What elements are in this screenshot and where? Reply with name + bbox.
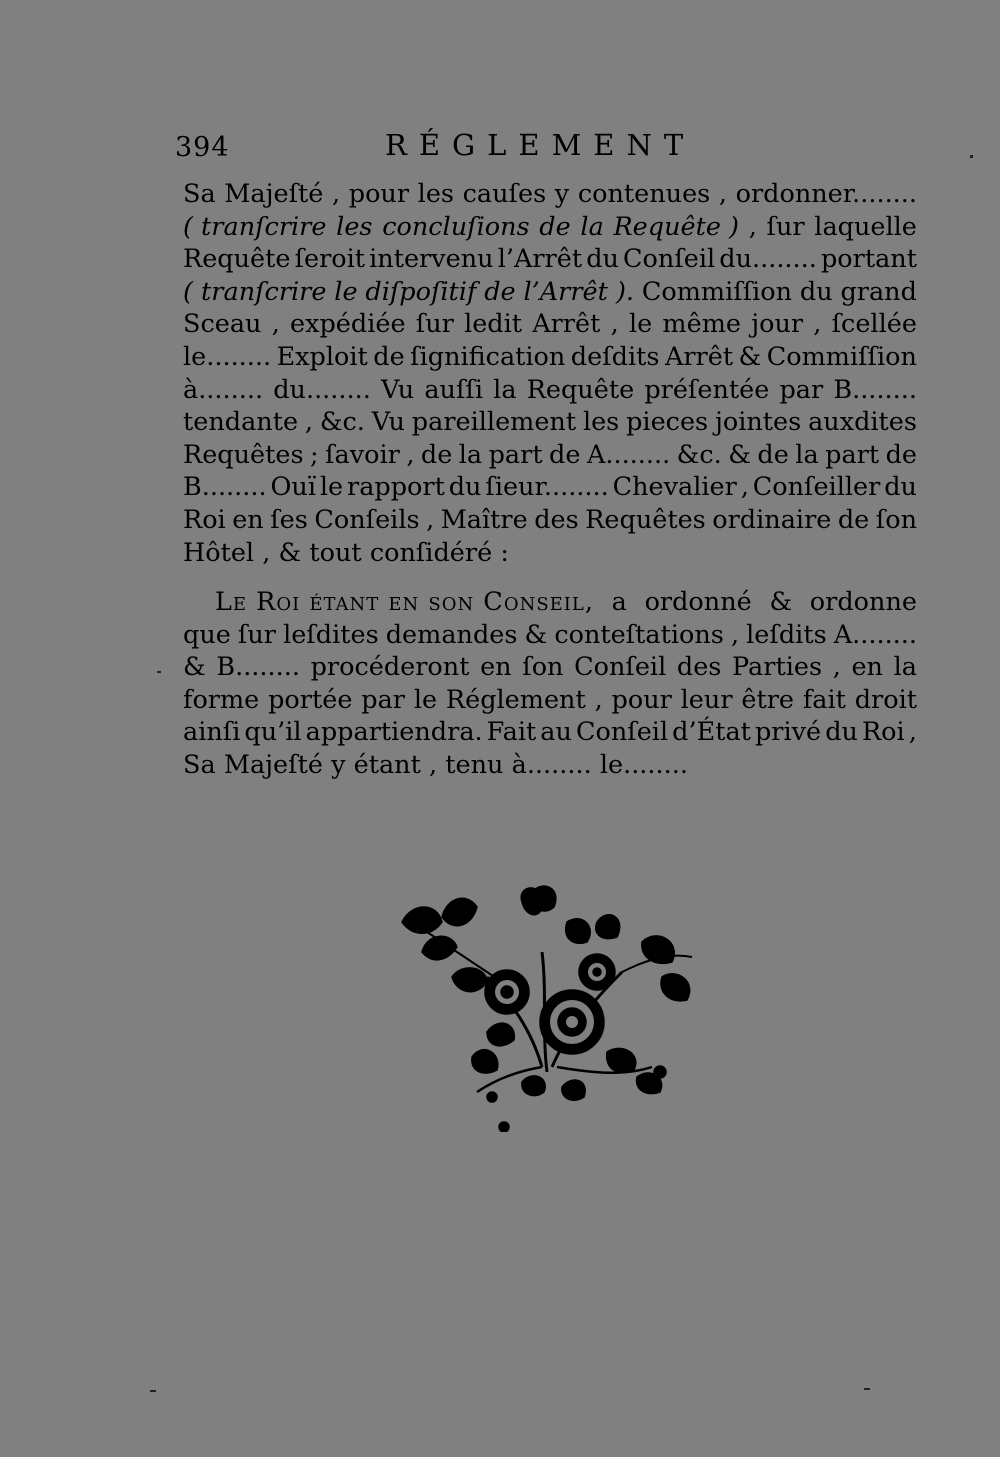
word: l’Arrêt [497, 244, 583, 275]
word: , [594, 684, 603, 715]
word: ( tranſcrire [183, 211, 327, 242]
word: Commiſſion [766, 341, 917, 372]
word: qu’il [244, 717, 302, 748]
word: Commiſſion [641, 276, 793, 307]
word: leur [680, 684, 733, 715]
word: du........ [719, 244, 817, 275]
word: les [417, 179, 455, 209]
word: diſpoſitif [365, 276, 477, 307]
word: Vu [380, 374, 415, 405]
word: &c. [676, 439, 722, 470]
word: deſdits [570, 341, 660, 372]
word: par [779, 374, 824, 405]
word: cauſes [462, 179, 547, 209]
word: Fait [486, 717, 537, 748]
word: forme [183, 684, 260, 715]
decree-lead: Le Roi étant en son Conseil, [215, 587, 594, 617]
word: du [586, 244, 619, 275]
word: & [524, 619, 548, 650]
word: ſon [522, 652, 564, 683]
paper-speck [157, 671, 161, 673]
word: Conſeil [575, 717, 669, 748]
text-line [183, 243, 917, 276]
word: ſur [237, 619, 276, 650]
paper-speck [864, 1388, 870, 1390]
word: droit [854, 684, 917, 715]
word: jour [751, 309, 804, 340]
word: a [611, 587, 627, 617]
word: pour [348, 179, 410, 209]
word: Arrêt [664, 341, 734, 372]
word: à........ [183, 374, 264, 405]
word: Requête ) [613, 211, 740, 242]
word: , [429, 749, 438, 780]
word: B........ [183, 472, 267, 503]
word: du [825, 717, 858, 748]
word: Requête [183, 244, 291, 275]
word: ordonne [809, 587, 917, 617]
word: la [580, 211, 604, 242]
word: y [554, 179, 570, 209]
word: de [549, 439, 581, 470]
word: ordinaire [712, 504, 832, 535]
word: du [799, 276, 833, 307]
word: Hôtel [183, 537, 255, 568]
word: conteſtations [554, 619, 724, 650]
word: au [540, 717, 572, 748]
word: être [741, 684, 794, 715]
word: : [500, 537, 509, 568]
word: Réglement [445, 684, 586, 715]
word: , [271, 309, 280, 340]
word: Requête [526, 374, 635, 405]
paper-speck [970, 155, 973, 158]
word: Vu [371, 407, 405, 438]
word: , [406, 439, 415, 470]
word: fait [802, 684, 846, 715]
word: de [757, 439, 789, 470]
word: des [676, 652, 722, 683]
word: l’Arrêt ). [523, 276, 635, 307]
word: &c. [319, 407, 365, 438]
word: , [748, 211, 757, 242]
text-line [183, 374, 917, 407]
word: de [837, 504, 870, 535]
word: ordonner........ [735, 179, 917, 209]
word: & [278, 537, 302, 568]
text-line [183, 504, 917, 537]
word: la [458, 439, 483, 470]
word: Conſeils [314, 504, 420, 535]
word: Maître [440, 504, 528, 535]
word: en [851, 652, 883, 683]
word: les [582, 407, 620, 438]
word: la [893, 652, 917, 683]
word: tout [309, 537, 362, 568]
word: tendante [183, 407, 299, 438]
word: , [304, 407, 313, 438]
word: A........ [833, 619, 917, 650]
word: ſeroit [294, 244, 366, 275]
text-line [183, 439, 917, 472]
word: ledit [464, 309, 523, 340]
word: Roi [183, 504, 226, 535]
word: le [413, 684, 438, 715]
word: Roi [861, 717, 905, 748]
word: pareillement [411, 407, 577, 438]
word: du [884, 472, 917, 503]
word: le [628, 309, 653, 340]
word: ſes [270, 504, 308, 535]
word: la [493, 374, 517, 405]
word: , [332, 179, 341, 209]
word: Conſeiller [752, 472, 881, 503]
word: , [426, 504, 435, 535]
word: de [539, 211, 571, 242]
word: , [610, 309, 619, 340]
word: concluſions [382, 211, 530, 242]
word: jointes [714, 407, 802, 438]
word: portée [268, 684, 353, 715]
word: auſſi [424, 374, 484, 405]
word: , [262, 537, 271, 568]
page-number: 394 [175, 132, 230, 163]
word: & [769, 587, 793, 617]
word: leſdites [283, 619, 379, 650]
word: du........ [273, 374, 371, 405]
word: portant [820, 244, 917, 275]
word: les [336, 211, 373, 242]
floral-vignette-icon [392, 882, 707, 1132]
word: préſentée [644, 374, 770, 405]
word: ſcellée [831, 309, 917, 340]
word: pieces [626, 407, 709, 438]
page-header [175, 128, 915, 168]
text-line [183, 651, 917, 684]
word: ſur [415, 309, 454, 340]
word: le [334, 276, 358, 307]
word: ſon [875, 504, 917, 535]
word: expédiée [290, 309, 406, 340]
word: contenues [577, 179, 711, 209]
word: B........ [833, 374, 917, 405]
word: Conſeil [623, 244, 716, 275]
word: tenu [445, 749, 504, 780]
text-line [183, 276, 917, 309]
paragraph-preamble [183, 178, 917, 569]
word: , [740, 472, 749, 503]
word: même [662, 309, 741, 340]
word: Sa [183, 179, 216, 209]
word: en [480, 652, 512, 683]
word: d’État [672, 717, 751, 748]
word: de [420, 439, 453, 470]
word: Ouï [270, 472, 316, 503]
word: que [183, 619, 231, 650]
word: Exploit [276, 341, 368, 372]
word: ſur [766, 211, 805, 242]
word: par [361, 684, 405, 715]
text-line [183, 684, 917, 717]
word: ſieur........ [485, 472, 609, 503]
word: part [825, 439, 880, 470]
word: , [832, 652, 841, 683]
word: & [728, 439, 751, 470]
word: , [908, 717, 917, 748]
word: auxdites [808, 407, 917, 438]
word: Requêtes [585, 504, 706, 535]
word: Requêtes [183, 439, 304, 470]
word: en [232, 504, 264, 535]
word: , [813, 309, 822, 340]
word: ſavoir [325, 439, 400, 470]
word: rapport [347, 472, 445, 503]
word: Arrêt [532, 309, 601, 340]
word: ; [310, 439, 319, 470]
word: leſdits [746, 619, 827, 650]
word: le........ [599, 749, 688, 780]
text-line [183, 716, 917, 749]
word: laquelle [814, 211, 917, 242]
word: ſignification [410, 341, 566, 372]
word: appartiendra. [305, 717, 483, 748]
word: privé [754, 717, 822, 748]
word: Sceau [183, 309, 262, 340]
word: A........ [586, 439, 671, 470]
word: demandes [385, 619, 518, 650]
word: du [448, 472, 482, 503]
text-line [183, 178, 917, 211]
text-line [183, 406, 917, 439]
word: intervenu [369, 244, 494, 275]
word: le........ [183, 341, 272, 372]
text-line [183, 619, 917, 652]
word: pour [611, 684, 672, 715]
word: Sa [183, 749, 216, 780]
word: de [885, 439, 917, 470]
word: Parties [732, 652, 823, 683]
word: Majeſté [223, 749, 323, 780]
word: , [718, 179, 727, 209]
text-line [183, 341, 917, 374]
word: ordonné [644, 587, 752, 617]
text-line [183, 537, 917, 570]
word: B........ [216, 652, 300, 683]
running-title: RÉGLEMENT [385, 128, 696, 162]
paper-speck [150, 1390, 156, 1392]
word: & [183, 652, 206, 683]
word: de [484, 276, 516, 307]
word: y [331, 749, 346, 780]
word: Majeſté [224, 179, 324, 209]
word: la [795, 439, 819, 470]
word: procéderont [310, 652, 470, 683]
text-line [183, 749, 917, 782]
text-line [183, 308, 917, 341]
word: le [319, 472, 344, 503]
text-line [183, 471, 917, 504]
paragraph-decree [183, 586, 917, 782]
word: grand [840, 276, 917, 307]
word: à........ [511, 749, 592, 780]
text-line [183, 586, 917, 619]
word: part [488, 439, 543, 470]
word: ( tranſcrire [183, 276, 327, 307]
word: , [730, 619, 740, 650]
word: des [534, 504, 579, 535]
word: ainſi [183, 717, 241, 748]
word: Conſeil [574, 652, 667, 683]
text-line [183, 211, 917, 244]
word: de [373, 341, 405, 372]
word: conſidéré [369, 537, 493, 568]
word: étant [353, 749, 421, 780]
word: Chevalier [612, 472, 737, 503]
word: & [738, 341, 762, 372]
